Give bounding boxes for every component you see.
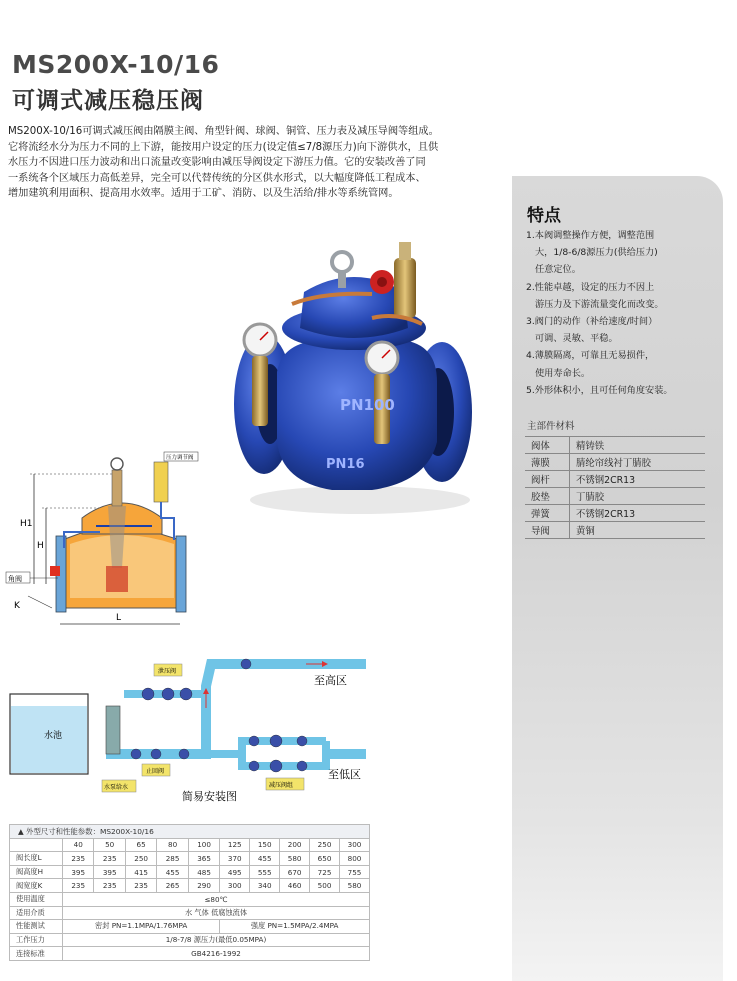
- table-row: [10, 879, 370, 893]
- tank-label: 水池: [44, 731, 63, 741]
- material-cell: 黄铜: [570, 522, 706, 539]
- features-title: 特点: [527, 206, 561, 226]
- row-label: 性能测试: [10, 920, 63, 934]
- row-label: 工作压力: [10, 933, 63, 947]
- value-cell: 670: [280, 865, 310, 879]
- table-row: [10, 947, 370, 961]
- row-label: 阀高度H: [10, 865, 63, 879]
- dim-h-label: H: [37, 541, 44, 551]
- intro-paragraph: [8, 124, 486, 202]
- table-row: [10, 906, 370, 920]
- dim-h1-label: H1: [20, 519, 33, 529]
- value-cell: 800: [340, 852, 370, 866]
- table-row: [525, 505, 705, 522]
- size-cell: 100: [188, 838, 220, 852]
- table-row: [10, 825, 370, 839]
- body-cast-text-2: PN16: [326, 457, 365, 472]
- feature-line: 大，1/8-6/8源压力(供给压力): [535, 247, 658, 259]
- table-row: [10, 838, 370, 852]
- valve-section-diagram: [4, 448, 199, 633]
- table-row: [10, 892, 370, 906]
- value-cell: 580: [340, 879, 370, 893]
- product-model-title: MS200X-10/16: [12, 50, 220, 79]
- table-row: [10, 920, 370, 934]
- intro-line: MS200X-10/16可调式减压阀由隔膜主阀、角型针阀、球阀、铜管、压力表及减压导阀等组成。: [8, 126, 439, 137]
- spec-table: [9, 824, 370, 961]
- size-cell: 80: [157, 838, 188, 852]
- part-cell: 弹簧: [525, 505, 570, 522]
- size-cell: 200: [280, 838, 310, 852]
- empty-cell: [10, 838, 63, 852]
- value-cell: 250: [125, 852, 156, 866]
- value-cell: 340: [250, 879, 280, 893]
- value-cell: 285: [157, 852, 188, 866]
- material-cell: 腈纶帘线衬丁腈胶: [570, 454, 706, 471]
- value-cell: 455: [250, 852, 280, 866]
- value-cell: 235: [125, 879, 156, 893]
- material-cell: 不锈钢2CR13: [570, 505, 706, 522]
- value-cell: 460: [280, 879, 310, 893]
- part-cell: 胶垫: [525, 488, 570, 505]
- table-row: [525, 522, 705, 539]
- size-cell: 300: [340, 838, 370, 852]
- value-cell: 235: [94, 879, 125, 893]
- tag-pressure-relief: 泄压阀: [158, 668, 177, 675]
- size-cell: 50: [94, 838, 125, 852]
- part-cell: 阀杆: [525, 471, 570, 488]
- value-cell: 水 气体 低腐蚀流体: [63, 906, 370, 920]
- row-label: 使用温度: [10, 892, 63, 906]
- intro-line: 水压力不因进口压力波动和出口流量改变影响由减压导阀设定下游压力值。它的安装改善了同: [8, 157, 426, 169]
- features-list: [526, 227, 706, 399]
- value-cell: 365: [188, 852, 220, 866]
- feature-line: 游压力及下游流量变化而改变。: [535, 298, 664, 310]
- spec-table-header: [10, 825, 370, 839]
- value-cell: 370: [220, 852, 250, 866]
- materials-title: 主部件材料: [527, 421, 575, 432]
- tag-check-valve: 止回阀: [146, 768, 165, 775]
- value-cell: ≤80℃: [63, 892, 370, 906]
- feature-line: 4.薄膜隔离，可靠且无易损件，: [526, 350, 655, 362]
- feature-line: 任意定位。: [535, 264, 581, 276]
- install-caption: 简易安装图: [182, 790, 237, 803]
- tag-pump-supply: 水泵给水: [104, 784, 129, 791]
- value-cell: GB4216-1992: [63, 947, 370, 961]
- dim-l-label: L: [116, 613, 122, 623]
- materials-table: [525, 436, 705, 539]
- table-row: [525, 454, 705, 471]
- table-row: [525, 437, 705, 454]
- valve-product-photo: [222, 232, 492, 522]
- size-cell: 150: [250, 838, 280, 852]
- size-cell: 250: [310, 838, 340, 852]
- body-cast-text-1: PN100: [340, 396, 395, 414]
- tag-reducing-group: 减压阀组: [269, 782, 294, 789]
- row-label: 连接标准: [10, 947, 63, 961]
- material-cell: 不锈钢2CR13: [570, 471, 706, 488]
- value-cell: 555: [250, 865, 280, 879]
- size-cell: 40: [63, 838, 94, 852]
- home-icon: ▲: [18, 826, 24, 836]
- value-cell: 235: [94, 852, 125, 866]
- feature-line: 3.阀门的动作（补给速度/时间）: [526, 316, 658, 328]
- table-row: [10, 852, 370, 866]
- part-cell: 导阀: [525, 522, 570, 539]
- size-cell: 125: [220, 838, 250, 852]
- pilot-valve-label: 压力调节阀: [166, 455, 194, 461]
- value-cell: 395: [94, 865, 125, 879]
- value-cell: 650: [310, 852, 340, 866]
- value-cell: 235: [63, 852, 94, 866]
- material-cell: 丁腈胶: [570, 488, 706, 505]
- table-row: [10, 865, 370, 879]
- value-cell: 强度 PN=1.5MPA/2.4MPA: [220, 920, 370, 934]
- value-cell: 580: [280, 852, 310, 866]
- product-name-title: 可调式减压稳压阀: [12, 88, 204, 114]
- value-cell: 290: [188, 879, 220, 893]
- value-cell: 755: [340, 865, 370, 879]
- intro-line: 增加建筑利用面积、提高用水效率。适用于工矿、消防、以及生活给/排水等系统管网。: [8, 188, 399, 200]
- feature-line: 使用寿命长。: [535, 367, 591, 379]
- value-cell: 485: [188, 865, 220, 879]
- row-label: 阀宽度K: [10, 879, 63, 893]
- value-cell: 495: [220, 865, 250, 879]
- row-label: 阀长度L: [10, 852, 63, 866]
- low-zone-label: 至低区: [328, 768, 361, 781]
- value-cell: 395: [63, 865, 94, 879]
- feature-line: 5.外形体积小，且可任何角度安装。: [526, 384, 673, 396]
- feature-line: 1.本阀调整操作方便，调整范围: [526, 230, 655, 241]
- value-cell: 725: [310, 865, 340, 879]
- intro-line: 它将流经水分为压力不同的上下游，能按用户设定的压力(设定值≤7/8源压力)向下游供水，且供: [8, 141, 439, 153]
- part-cell: 阀体: [525, 437, 570, 454]
- value-cell: 265: [157, 879, 188, 893]
- size-cell: 65: [125, 838, 156, 852]
- value-cell: 455: [157, 865, 188, 879]
- value-cell: 密封 PN=1.1MPA/1.76MPA: [63, 920, 220, 934]
- value-cell: 1/8-7/8 源压力(最低0.05MPA): [63, 933, 370, 947]
- table-row: [525, 471, 705, 488]
- dim-k-label: K: [14, 601, 20, 611]
- value-cell: 500: [310, 879, 340, 893]
- table-row: [525, 488, 705, 505]
- value-cell: 415: [125, 865, 156, 879]
- row-label: 适用介质: [10, 906, 63, 920]
- high-zone-label: 至高区: [314, 674, 347, 687]
- material-cell: 精铸铁: [570, 437, 706, 454]
- part-cell: 薄膜: [525, 454, 570, 471]
- feature-line: 可调、灵敏、平稳。: [535, 333, 618, 345]
- feature-line: 2.性能卓越，设定的压力不因上: [526, 281, 655, 293]
- value-cell: 300: [220, 879, 250, 893]
- installation-diagram: [6, 646, 386, 806]
- angle-valve-label: 角阀: [8, 575, 22, 583]
- spec-header-text: 外型尺寸和性能参数：MS200X-10/16: [26, 826, 154, 836]
- table-row: [10, 933, 370, 947]
- intro-line: 一系统各个区域压力高低差异，完全可以代替传统的分区供水形式，以大幅度降低工程成本、: [8, 172, 426, 184]
- value-cell: 235: [63, 879, 94, 893]
